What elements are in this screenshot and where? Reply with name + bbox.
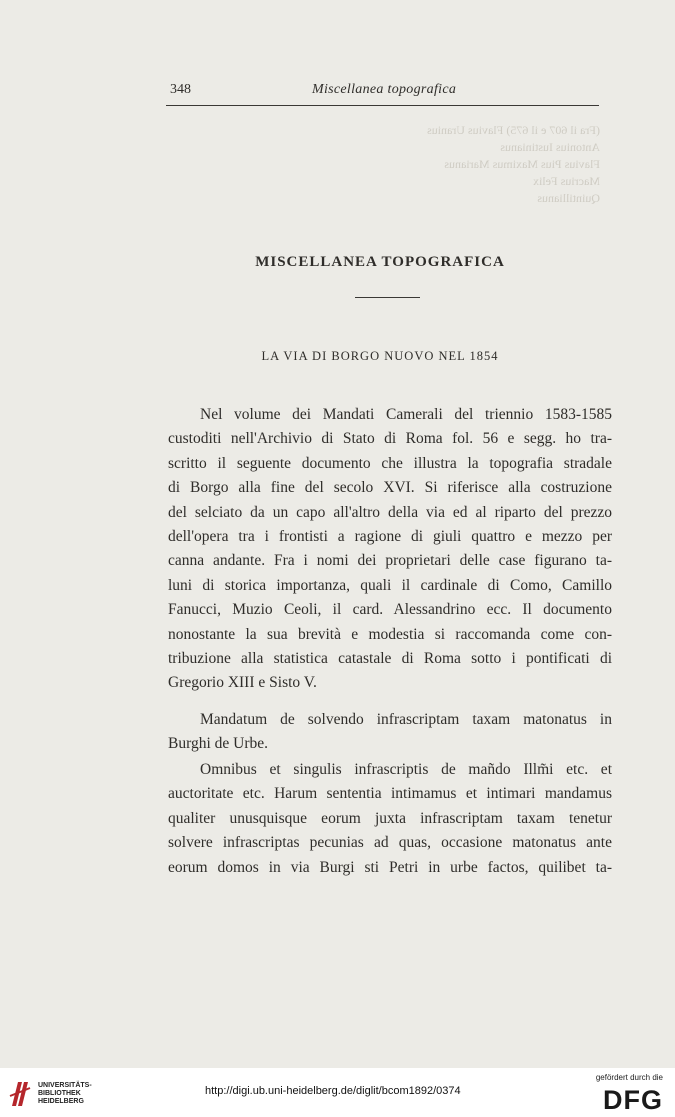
text-line: auctoritate etc. Harum sententia intimamus et intimari mandamus [168,785,612,803]
paragraph-2 [168,708,612,757]
library-name-line: UNIVERSITÄTS- [38,1082,92,1089]
text-line: solvere infrascriptas pecunias ad quas, occasione matonatus ante [168,834,612,852]
library-name [38,1082,92,1106]
funding-note: gefördert durch die [595,1073,663,1082]
text-line: Burghi de Urbe. [168,735,269,753]
library-name-line: HEIDELBERG [38,1098,84,1105]
text-line: Mandatum de solvendo infrascriptam taxam matonatus in [200,711,612,728]
library-name-line: BIBLIOTHEK [38,1090,81,1097]
page-header [170,82,598,104]
bleed-through-text: (Fra il 607 e il 675) Flavius Uranius Antonius Iustinianus Flavius Pius Maximus Marianus Macrius Felix Quintillianus [427,123,600,205]
page-number: 348 [170,82,191,97]
paragraph-1 [168,403,612,696]
text-line: tribuzione alla statistica catastale di Roma sotto i pontificati di [168,649,612,667]
text-line: Nel volume dei Mandati Camerali del triennio 1583-1585 [200,406,612,423]
running-title: Miscellanea topografica [312,82,457,97]
text-line: Omnibus et singulis infrascriptis de mañdo Illm̃i etc. et [200,761,612,778]
permalink[interactable]: http://digi.ub.uni-heidelberg.de/diglit/bcom1892/0374 [205,1085,461,1097]
text-line: del selciato da un capo all'altro della via ed al riparto del prezzo [168,503,612,521]
section-title: MISCELLANEA TOPOGRAFICA [255,254,505,270]
viewer-footer [0,1068,675,1117]
text-line: Gregorio XIII e Sisto V. [168,674,317,692]
text-line: di Borgo alla fine del secolo XVI. Si riferisce alla costruzione [168,479,612,497]
text-line: eorum domos in via Burgi sti Petri in urbe factos, quilibet ta- [168,858,612,876]
paragraph-3 [168,758,612,880]
title-rule [355,297,420,298]
text-line: nonostante la sua brevità e modestia si raccomanda come con- [168,625,612,643]
text-line: Fanucci, Muzio Ceoli, il card. Alessandrino ecc. Il documento [168,601,612,619]
text-line: luni di storica importanza, quali il cardinale di Como, Camillo [168,576,612,594]
text-line: canna andante. Fra i nomi dei proprietari delle case figurano ta- [168,552,612,570]
header-rule [166,105,599,106]
text-line: qualiter unusquisque eorum juxta infrascriptam taxam tenetur [168,809,612,827]
text-line: scritto il seguente documento che illustra la topografia stradale [168,454,612,472]
university-library-logo-icon [8,1078,32,1108]
dfg-logo: DFG [603,1085,663,1115]
text-line: custoditi nell'Archivio di Stato di Roma fol. 56 e segg. ho tra- [168,430,612,448]
text-line: dell'opera tra i frontisti a ragione di giuli quattro e mezzo per [168,527,612,545]
article-title: LA VIA DI BORGO NUOVO NEL 1854 [261,349,499,363]
